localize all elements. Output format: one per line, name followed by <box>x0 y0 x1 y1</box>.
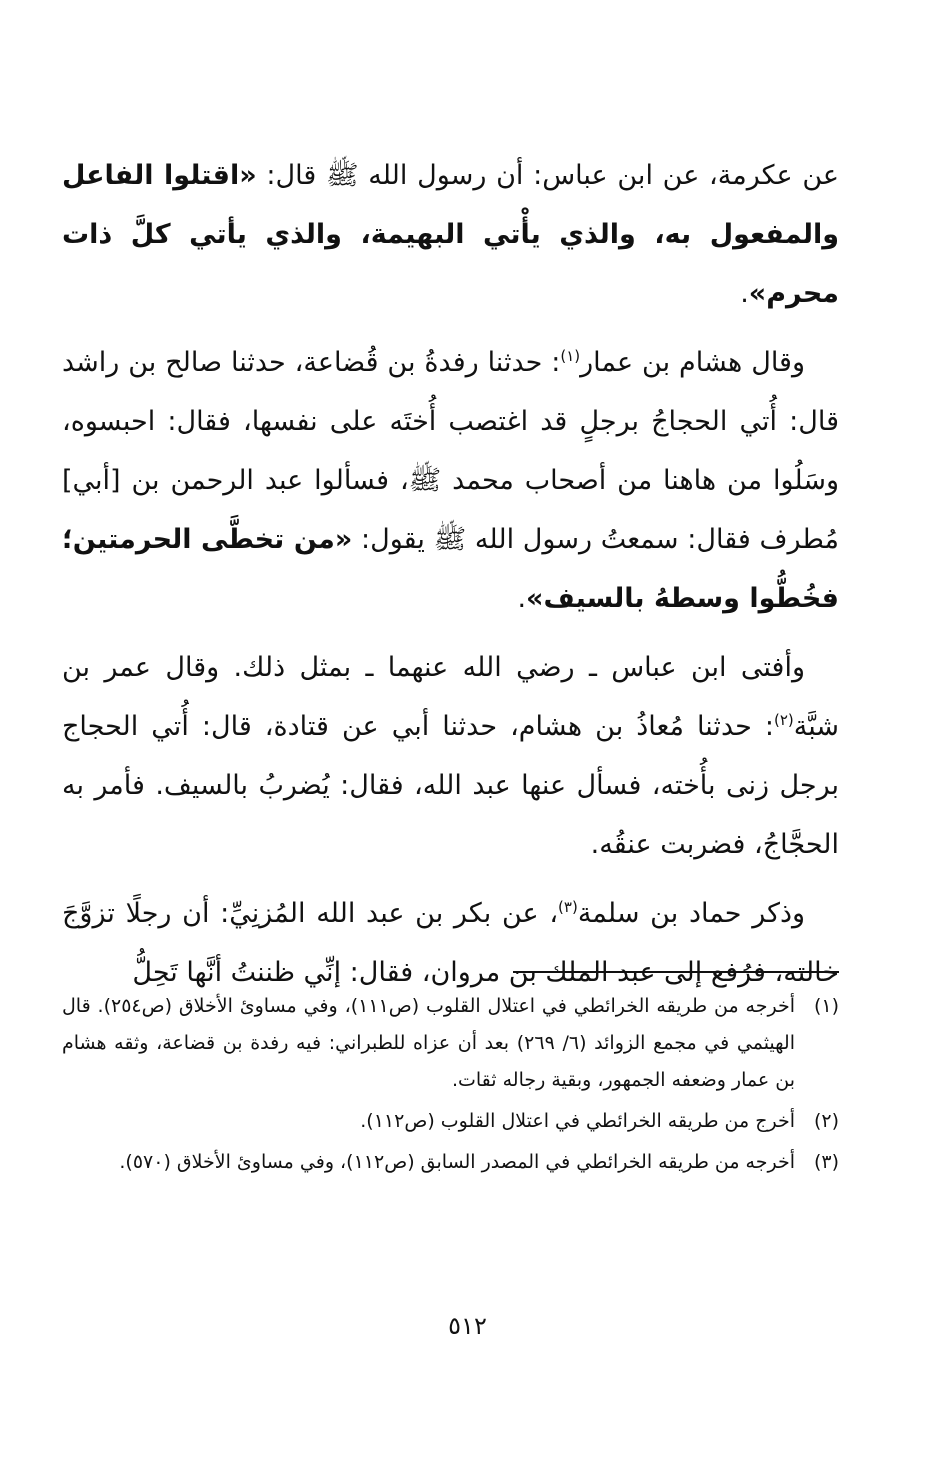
paragraph-4-text: ، عن بكر بن عبد الله المُزنِيِّ: أن رجلًا تزوَّجَ خالته، فرُفع إلى عبد الملك بن مروان، فقال: إنِّي ظننتُ أنَّها تَحِلُّ <box>62 898 839 988</box>
paragraph-2-lead: وقال هشام بن عمار <box>580 347 805 378</box>
footnote-text: أخرجه من طريقه الخرائطي في المصدر السابق (ص١١٢)، وفي مساوئ الأخلاق (٥٧٠). <box>119 1151 795 1173</box>
footnote-ref-1[interactable]: (١) <box>560 347 581 365</box>
hadith-quote-1: «اقتلوا الفاعل والمفعول به، والذي يأْتي البهيمة، والذي يأتي كلَّ ذات محرم» <box>62 160 839 309</box>
paragraph-4-lead: وذكر حماد بن سلمة <box>577 898 806 929</box>
hadith-quote-2: «من تخطَّى الحرمتين؛ فخُطُّوا وسطهُ بالسيف» <box>62 524 839 614</box>
footnote-3 <box>62 1144 839 1181</box>
main-text <box>62 146 839 1002</box>
paragraph-3 <box>62 638 839 874</box>
paragraph-2-text: : حدثنا رفدةُ بن قُضاعة، حدثنا صالح بن راشد قال: أُتي الحجاجُ برجلٍ قد اغتصب أُختَه على نفسها، فقال: احبسوه، وسَلُوا من هاهنا من أصحاب محمد ﷺ، فسألوا عبد الرحمن بن [أبي] مُطرف فقال: سمعتُ رسول الله ﷺ يقول: <box>62 347 839 555</box>
paragraph-2-end: . <box>517 583 527 614</box>
footnote-ref-2[interactable]: (٢) <box>773 711 794 729</box>
paragraph-2 <box>62 333 839 628</box>
footnote-ref-3[interactable]: (٣) <box>558 898 578 916</box>
footnote-text: أخرج من طريقه الخرائطي في اعتلال القلوب (ص١١٢). <box>360 1110 795 1132</box>
paragraph-4 <box>62 884 839 1002</box>
paragraph-3-lead: وأفتى ابن عباس ـ رضي الله عنهما ـ بمثل ذلك. وقال عمر بن شبَّة <box>62 652 839 742</box>
footnote-2 <box>62 1103 839 1140</box>
footnote-number: (٣) <box>813 1151 839 1173</box>
footnote-divider <box>513 971 839 973</box>
footnote-1 <box>62 988 839 1099</box>
footnotes <box>62 988 839 1185</box>
page-number: ٥١٢ <box>448 1312 487 1340</box>
paragraph-1 <box>62 146 839 323</box>
paragraph-1-end: . <box>740 278 749 309</box>
footnote-number: (٢) <box>813 1110 839 1132</box>
paragraph-3-text: : حدثنا مُعاذُ بن هشام، حدثنا أبي عن قتادة، قال: أُتي الحجاج برجل زنى بأُخته، فسأل عنها عبد الله، فقال: يُضربُ بالسيف. فأمر به الحجَّاجُ، فضربت عنقُه. <box>62 711 839 860</box>
paragraph-1-intro: عن عكرمة، عن ابن عباس: أن رسول الله ﷺ قال: <box>256 160 840 191</box>
footnote-text: أخرجه من طريقه الخرائطي في اعتلال القلوب (ص١١١)، وفي مساوئ الأخلاق (ص٢٥٤). قال الهيثمي في مجمع الزوائد (٦/ ٢٦٩) بعد أن عزاه للطبراني: فيه رفدة بن قضاعة، وثقه هشام بن عمار وضعفه الجمهور، وبقية رجاله ثقات. <box>62 995 795 1091</box>
footnote-number: (١) <box>813 995 839 1017</box>
